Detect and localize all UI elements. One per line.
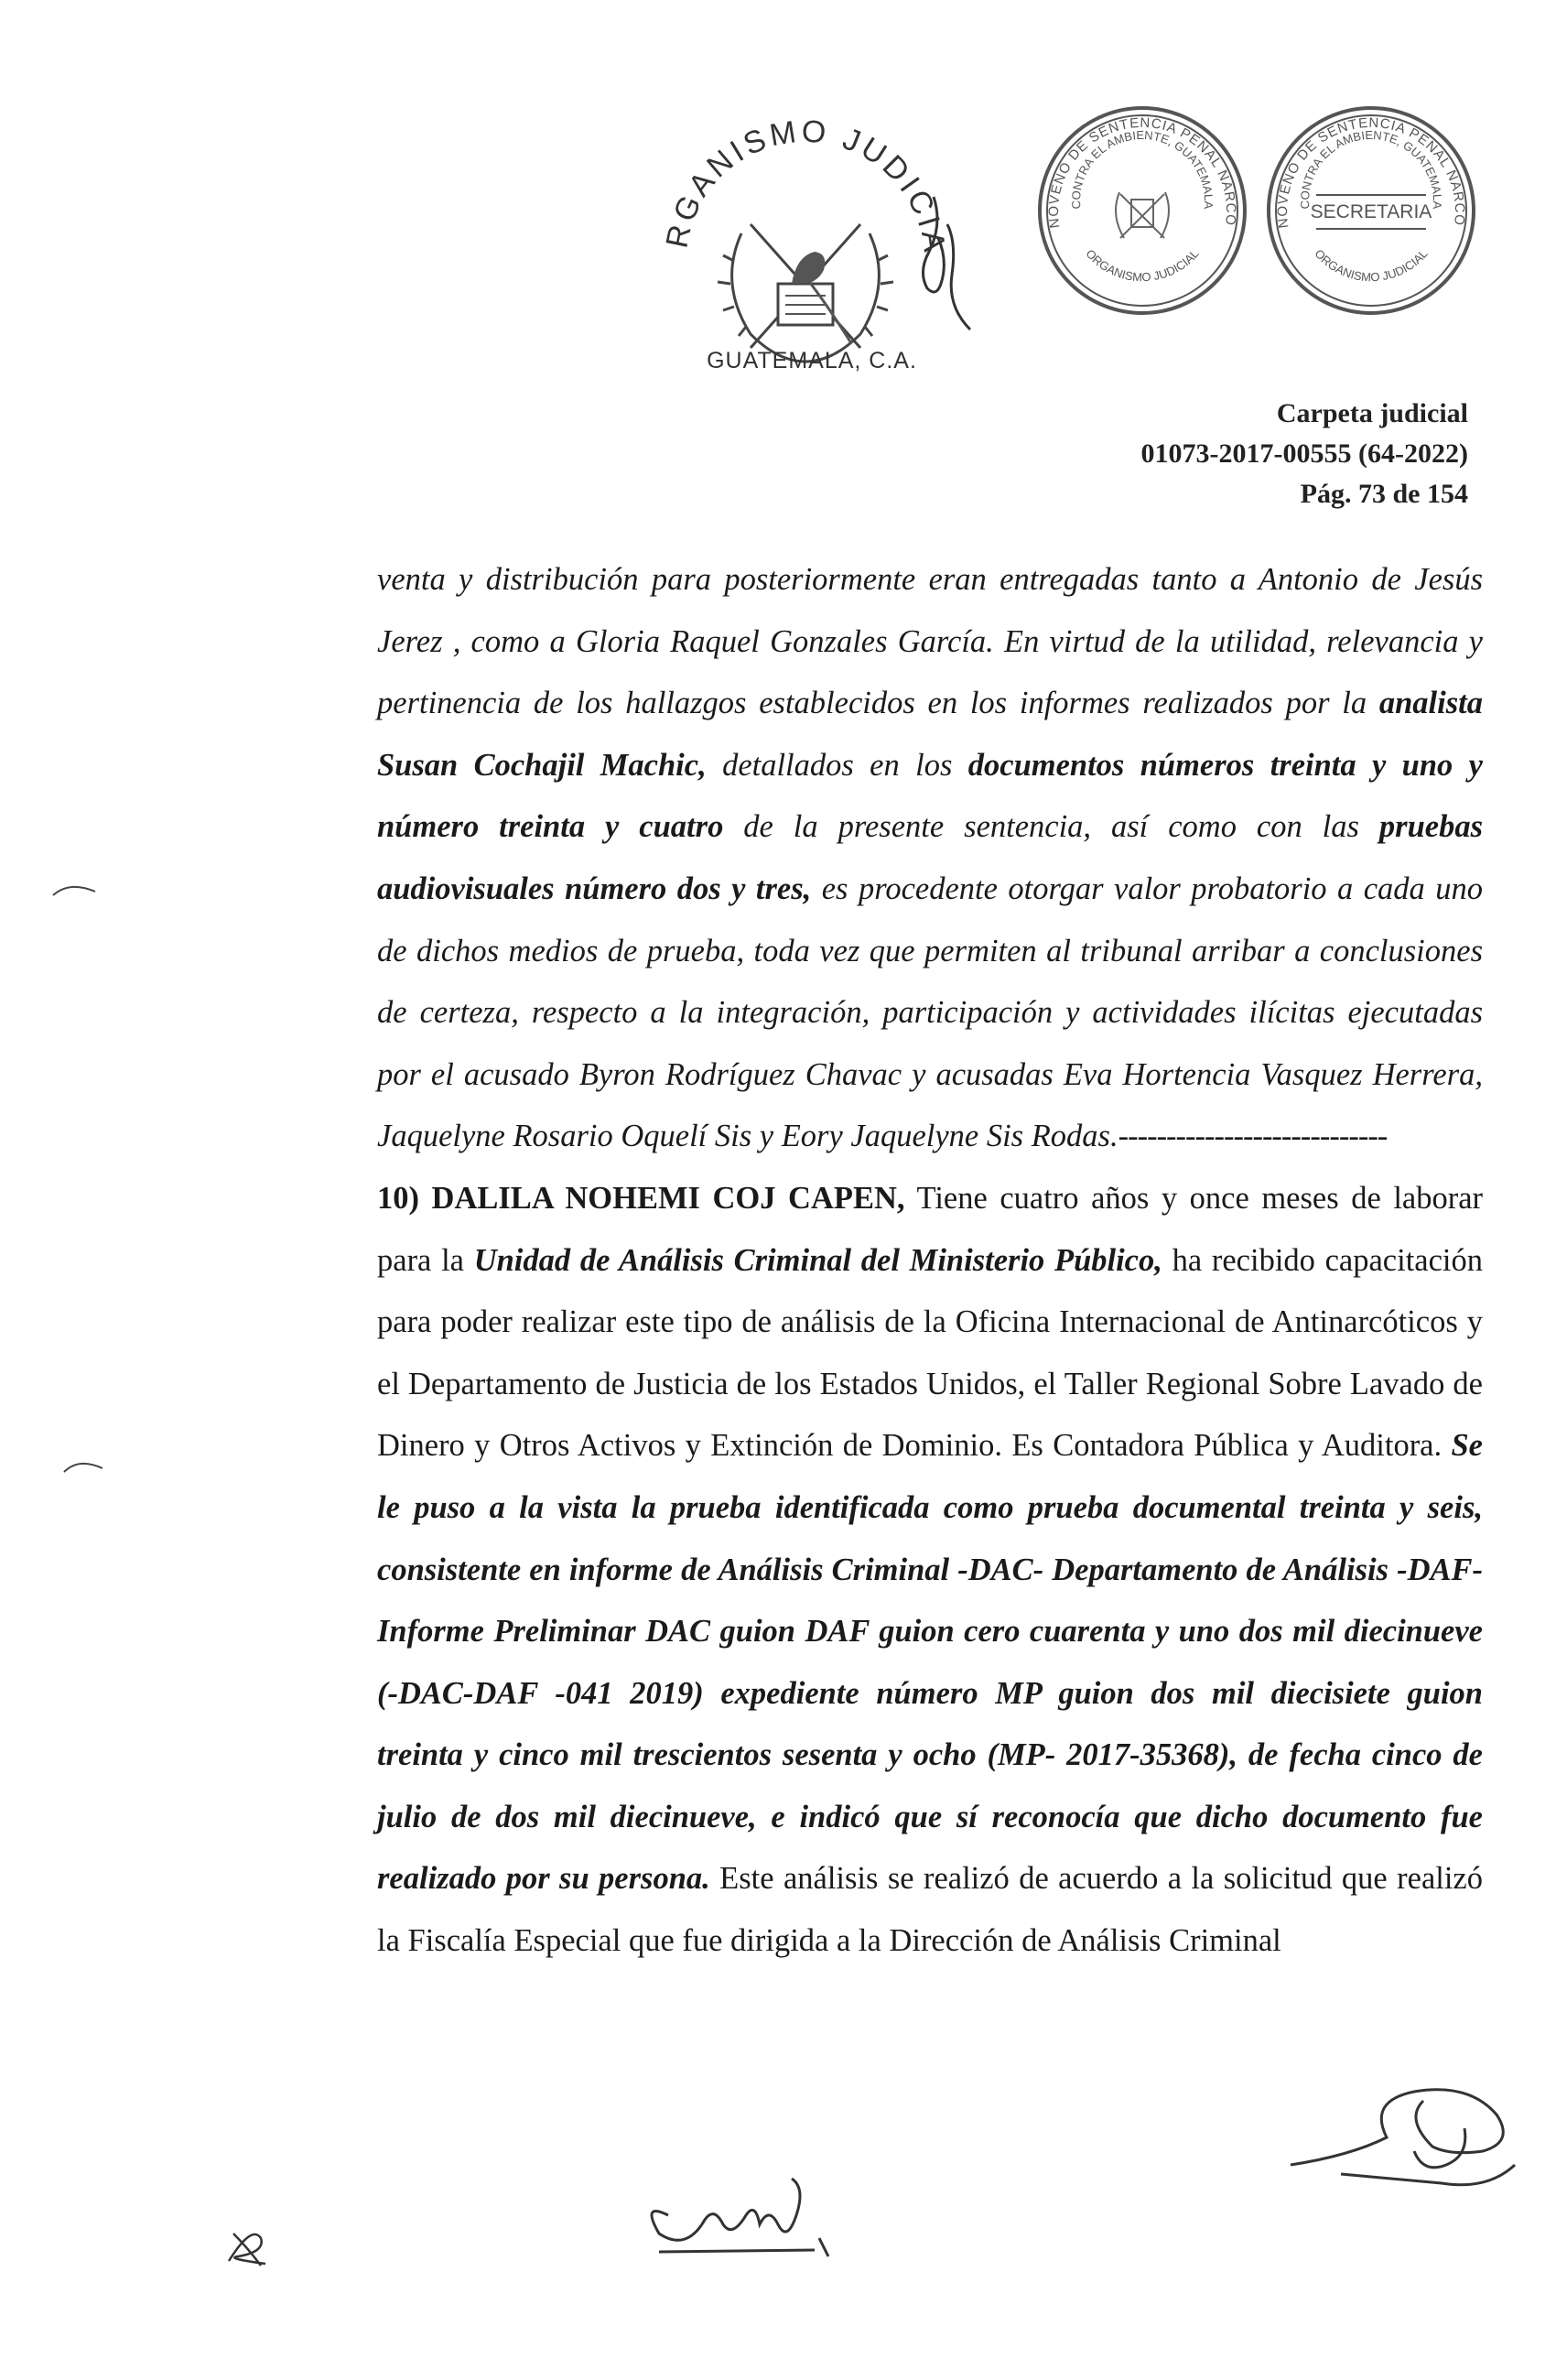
coat-of-arms-icon [632,87,979,389]
witness-name: 10) DALILA NOHEMI COJ CAPEN, [377,1180,905,1216]
case-label: Carpeta judicial [1276,398,1468,428]
signature-right-icon [1286,2064,1524,2202]
court-stamp-secretaria [1261,101,1481,320]
organismo-judicial-seal [632,87,979,389]
seal-city: GUATEMALA, C.A. [707,348,917,373]
court-stamp-left [1032,101,1252,320]
svg-text:ORGANISMO JUDICIAL: ORGANISMO JUDICIAL [1312,246,1431,285]
paragraph-witness-10: 10) DALILA NOHEMI COJ CAPEN, Tiene cuatro años y once meses de laborar para la Unidad de Análisis Criminal del Ministerio Público, ha recibido capacitación para poder realizar este tipo de análisis de la Oficina Internacional de Antinarcóticos y el Departamento de Justicia de los Estados Unidos, el Taller Regional Sobre Lavado de Dinero y Otros Activos y Extinción de Dominio. Es Contadora Pública y Auditora. Se le puso a la vista la prueba identificada como prueba documental treinta y seis, consistente en informe de Análisis Criminal -DAC- Departamento de Análisis -DAF- Informe Preliminar DAC guion DAF guion cero cuarenta y uno dos mil diecinueve (-DAC-DAF -041 2019) expediente número MP guion dos mil diecisiete guion treinta y cinco mil trescientos sesenta y ocho (MP- 2017-35368), de fecha cinco de julio de dos mil diecinueve, e indicó que sí reconocía que dicho documento fue realizado por su persona. Este análisis se realizó de acuerdo a la solicitud que realizó la Fiscalía Especial que fue dirigida a la Dirección de Análisis Criminal [377,1180,1484,1959]
filler-dashes: ---------------------------- [1118,1119,1388,1154]
paragraph-analysis: venta y distribución para posteriormente eran entregadas tanto a Antonio de Jesús Jerez , como a Gloria Raquel Gonzales García. En virtud de la utilidad, relevancia y pertinencia de los hallazgos establecidos en los informes realizados por la analista Susan Cochajil Machic, detallados en los documentos números treinta y uno y número treinta y cuatro de la presente sentencia, así como con las pruebas audiovisuales número dos y tres, es procedente otorgar valor probatorio a cada uno de dichos medios de prueba, toda vez que permiten al tribunal arribar a conclusiones de certeza, respecto a la integración, participación y actividades ilícitas ejecutadas por el acusado Byron Rodríguez Chavac y acusadas Eva Hortencia Vasquez Herrera, Jaquelyne Rosario Oquelí Sis y Eory Jaquelyne Sis Rodas.---------------------------- [377,562,1483,1154]
document-body [377,549,1483,1973]
svg-text:CONTRA EL AMBIENTE, GUATEMALA: CONTRA EL AMBIENTE, GUATEMALA [1297,127,1445,210]
margin-mark-icon [51,879,97,899]
case-number: 01073-2017-00555 (64-2022) [1140,438,1468,469]
svg-text:TRIBUNAL NOVENO DE SENTENCIA P: NOVENO DE SENTENCIA PENAL NARCO [1274,114,1468,230]
margin-mark-icon [62,1455,104,1476]
secretaria-label: SECRETARIA [1310,201,1432,222]
svg-text:CONTRA EL AMBIENTE, GUATEMALA: CONTRA EL AMBIENTE, GUATEMALA [1068,127,1216,210]
svg-text:ORGANISMO JUDICIAL: RGANISMO JUDICIA [659,114,953,258]
signature-center-icon [632,2169,851,2261]
svg-text:ORGANISMO JUDICIAL: ORGANISMO JUDICIAL [1083,246,1202,285]
page-number: Pág. 73 de 154 [1300,479,1468,509]
svg-text:TRIBUNAL NOVENO DE SENTENCIA P: NOVENO DE SENTENCIA PENAL NARCO [1045,114,1239,230]
case-reference [1141,394,1468,514]
initial-signature-icon [220,2220,275,2270]
